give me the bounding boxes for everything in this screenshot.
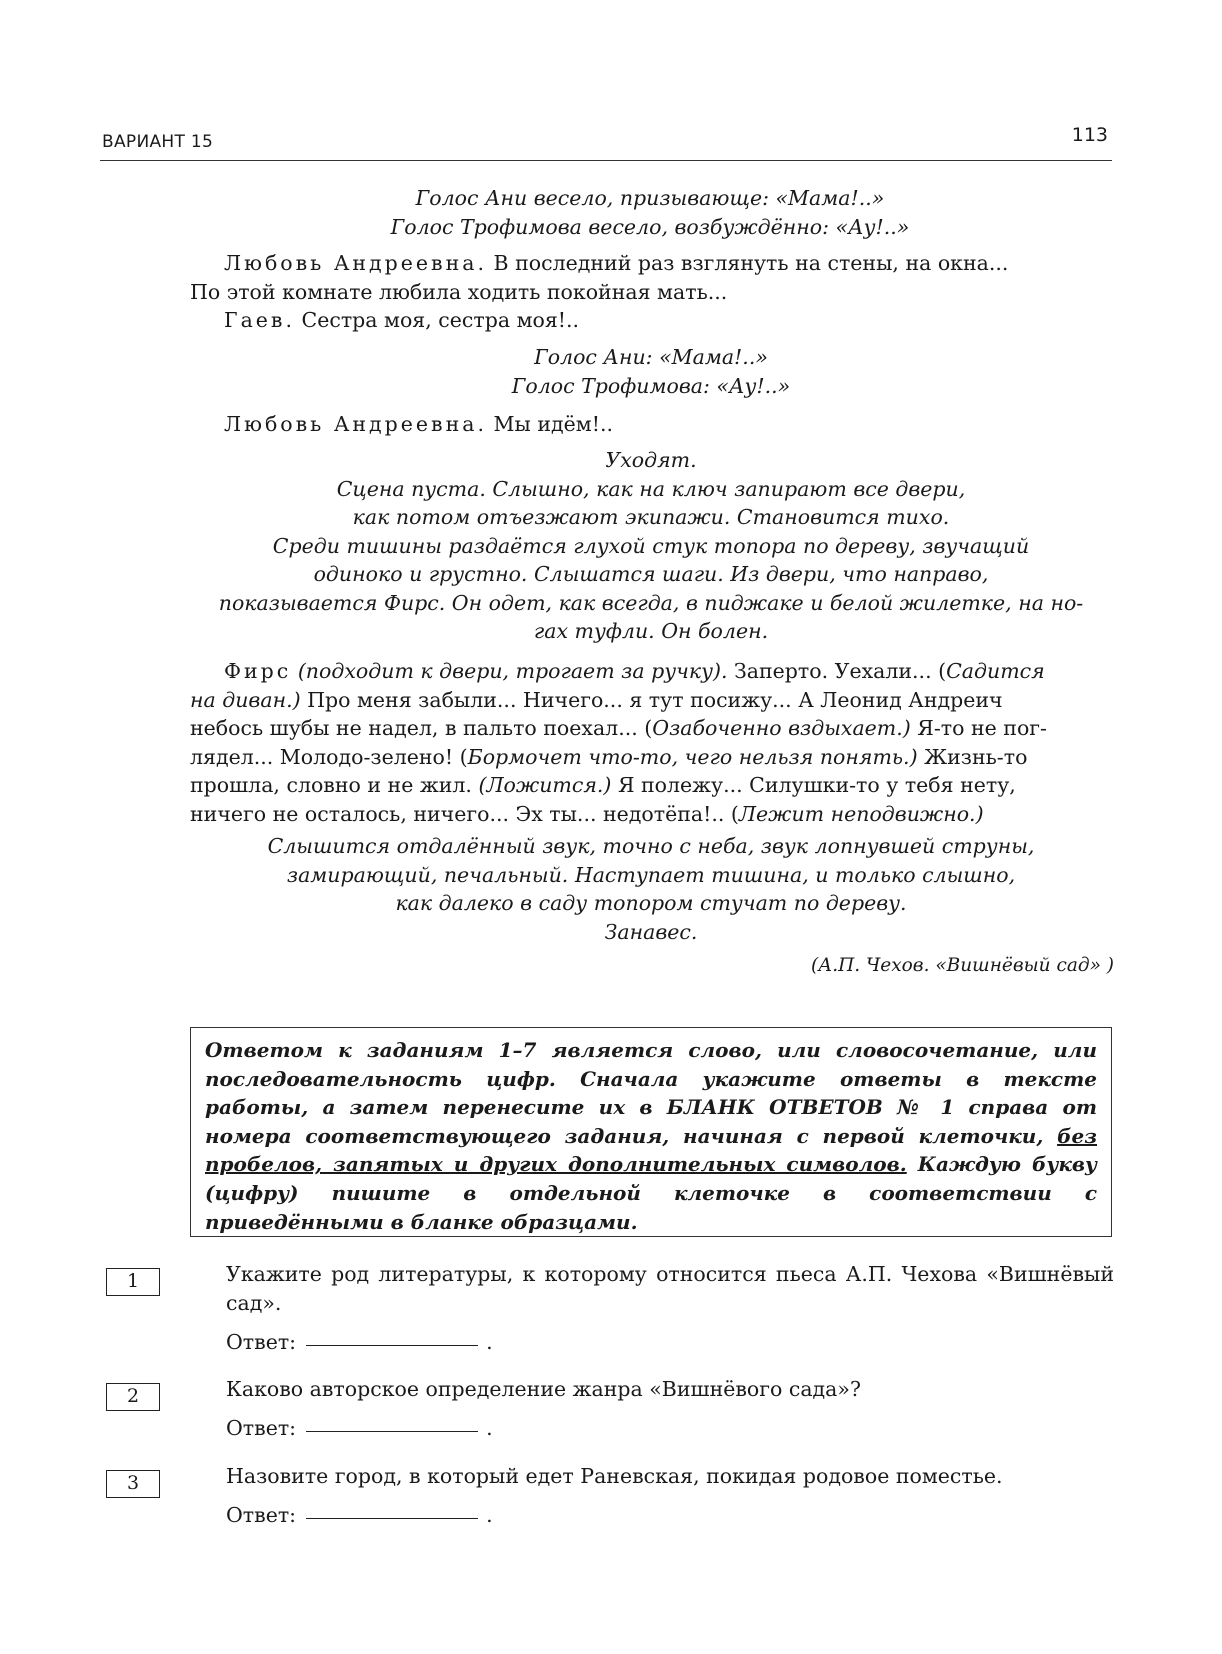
stage-line: одиноко и грустно. Слышатся шаги. Из двери, что направо, [313,562,989,586]
dialogue-text: Сестра моя, сестра моя!.. [295,308,580,332]
task-number-box: 1 [106,1268,160,1296]
stage-line: Сцена пуста. Слышно, как на ключ запирают все двери, [336,476,966,501]
page-header [100,118,1112,161]
dialogue-lyubov-1 [190,249,1112,335]
task-question: Каково авторское определение жанра «Вишнёвого сада»? [226,1377,861,1401]
answer-row: Ответ: . [226,1330,493,1354]
speaker-name: Гаев. [224,308,295,332]
dialogue-text: Мы идём!.. [487,412,613,436]
answer-label: Ответ: [226,1503,297,1527]
dialogue-firs: Фирс (подходит к двери, трогает за ручку). Заперто. Уехали... (Садится на диван.) Про меня забыли... Ничего... я тут посижу... А Леонид Андреич небось шубы не надел, в пальто поехал... (Озабоченно вздыхает.) Я-то не пог- лядел... Молодо-зелено! (Бормочет что-то, чего нельзя понять.) Жизнь-то прошла, словно и не жил. (Ложится.) Я полежу... Силушки-то у тебя нету, ничего не осталось, ничего... Эх ты... недотёпа!.. (Лежит неподвижно.) [190,659,1047,826]
stage-line: Голос Трофимова весело, возбуждённо: «Ау!..» [390,214,910,239]
answer-label: Ответ: [226,1330,297,1354]
stage-line: замирающий, печальный. Наступает тишина, и только слышно, [286,862,1016,887]
stage-line: Голос Трофимова: «Ау!..» [511,373,791,398]
speaker-name: Фирс [224,659,292,683]
answer-field[interactable] [306,1517,478,1519]
stage-line: Слышится отдалённый звук, точно с неба, звук лопнувшей струны, [267,834,1035,858]
task-number-box: 3 [106,1470,160,1498]
instruction-box [190,1027,1112,1237]
stage-line: Голос Ани: «Мама!..» [534,345,768,369]
dialogue-text: По этой комнате любила ходить покойная мать... [190,279,728,304]
stage-direction [190,446,1112,646]
answer-label: Ответ: [226,1416,297,1440]
stage-line: Среди тишины раздаётся глухой стук топора по дереву, звучащий [272,533,1030,558]
task-question: Укажите род литературы, к которому относится пьеса А.П. Чехова «Вишнёвый сад». [226,1262,1114,1315]
dialogue-text: В последний раз взглянуть на стены, на окна... [487,251,1009,275]
answer-row: Ответ: . [226,1503,493,1527]
stage-direction [190,343,1112,400]
stage-line: Уходят. [605,448,697,472]
speaker-name: Любовь Андреевна. [224,412,487,436]
stage-line: Голос Ани весело, призывающе: «Мама!..» [415,186,885,210]
instruction-text: Ответом к заданиям 1–7 является слово, или словосочетание, или последовательность цифр. Сначала укажите ответы в тексте работы, а затем перенесите их в БЛАНК ОТВЕТОВ № 1 справа от номера соответствующего задания, начиная с первой клеточки, без пробелов, запятых и других дополнительных символов. Каждую букву (цифру) пишите в отдельной клеточке в соответствии с приведёнными в бланке образцами. [205,1038,1097,1234]
instruction-emphasis: без пробелов, запятых и других дополнительных символов. [205,1123,1097,1177]
running-head: ВАРИАНТ 15 [102,132,214,152]
dialogue-lyubov-2 [190,410,1112,439]
stage-line: гах туфли. Он болен. [533,619,769,643]
task-question: Назовите город, в который едет Раневская, покидая родовое поместье. [226,1464,1003,1488]
stage-line: как потом отъезжают экипажи. Становится тихо. [352,505,950,529]
stage-line: показывается Фирс. Он одет, как всегда, в пиджаке и белой жилетке, на но- [218,590,1084,615]
answer-field[interactable] [306,1344,478,1346]
answer-field[interactable] [306,1430,478,1432]
source-citation: (А.П. Чехов. «Вишнёвый сад» ) [810,955,1114,976]
page-number: 113 [1071,124,1108,146]
stage-direction [190,832,1112,946]
stage-line: как далеко в саду топором стучат по дереву. [395,891,907,915]
stage-direction [190,184,1110,241]
stage-line: Занавес. [604,919,698,944]
task-number-box: 2 [106,1383,160,1411]
speaker-name: Любовь Андреевна. [224,251,487,275]
answer-row: Ответ: . [226,1416,493,1440]
